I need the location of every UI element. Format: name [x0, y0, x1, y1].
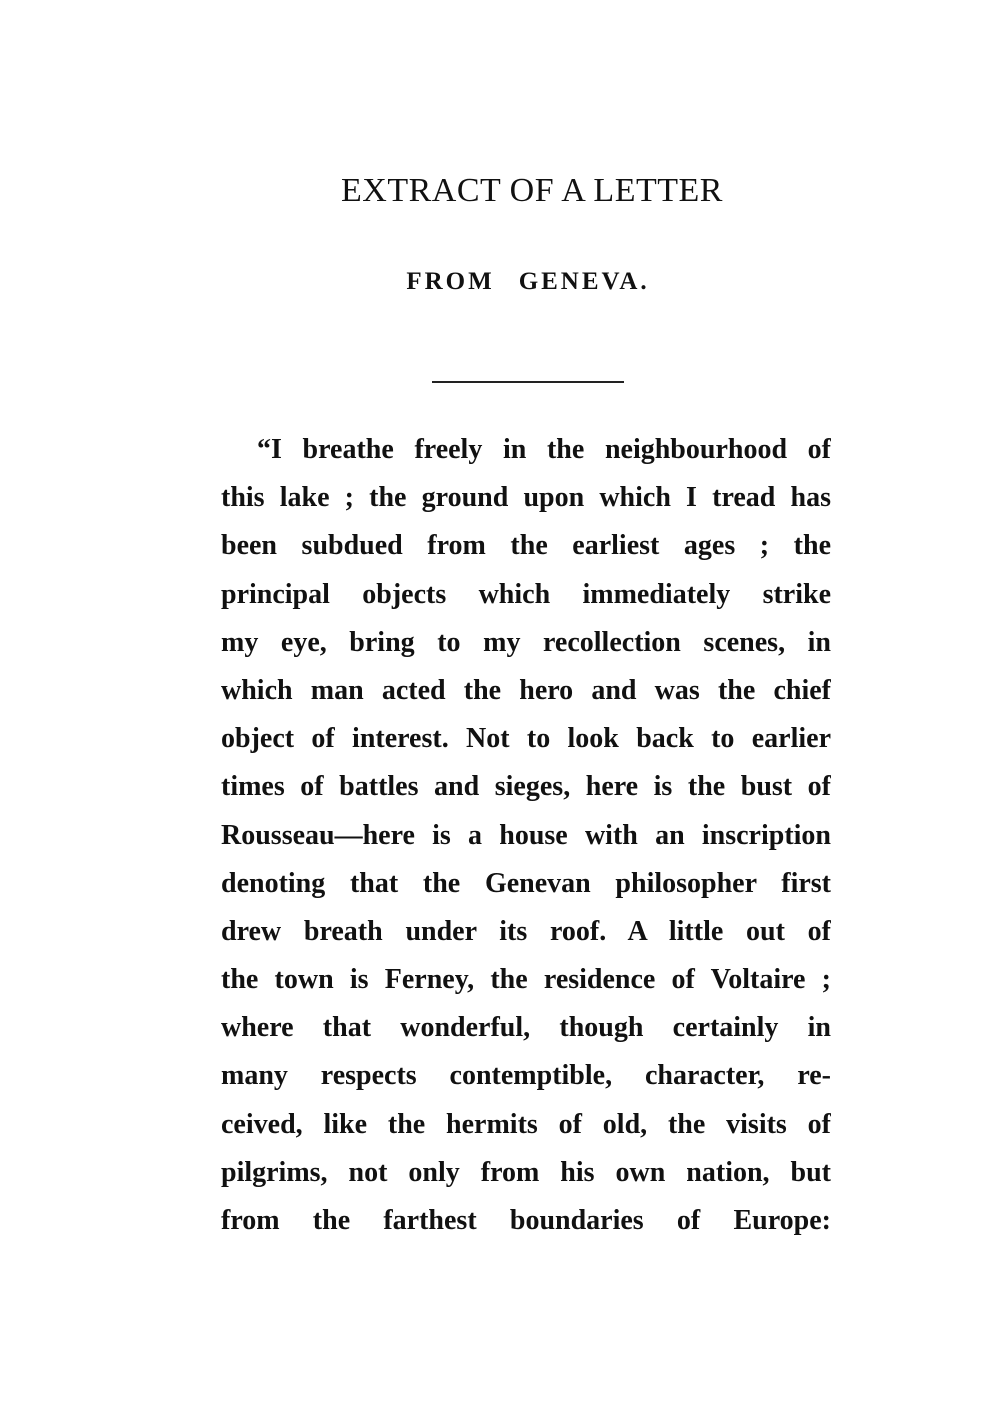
text-line: which man acted the hero and was the chief — [221, 674, 831, 706]
text-line: my eye, bring to my recollection scenes, in — [221, 626, 831, 658]
text-line: Rousseau—here is a house with an inscription — [221, 819, 831, 851]
text-line: many respects contemptible, character, re- — [221, 1060, 831, 1092]
text-line: principal objects which immediately strike — [221, 578, 831, 610]
text-line: ceived, like the hermits of old, the visits of — [221, 1108, 831, 1140]
text-line: this lake ; the ground upon which I tread has — [221, 482, 831, 514]
text-line: pilgrims, not only from his own nation, but — [221, 1156, 831, 1188]
text-line: times of battles and sieges, here is the bust of — [221, 771, 831, 803]
text-line: from the farthest boundaries of Europe: — [221, 1205, 831, 1236]
text-line: been subdued from the earliest ages ; the — [221, 530, 831, 562]
letter-body — [221, 426, 831, 1245]
page-title: EXTRACT OF A LETTER — [341, 172, 723, 209]
text-line: where that wonderful, though certainly in — [221, 1012, 831, 1044]
text-line: drew breath under its roof. A little out of — [221, 915, 831, 947]
text-line: “I breathe freely in the neighbourhood of — [257, 434, 831, 465]
text-line: object of interest. Not to look back to earlier — [221, 723, 831, 755]
subtitle-word-geneva: GENEVA. — [518, 268, 650, 295]
section-divider — [432, 381, 624, 383]
subtitle-word-from: FROM — [406, 268, 495, 295]
page-subtitle — [0, 268, 1000, 296]
text-line: the town is Ferney, the residence of Voltaire ; — [221, 964, 831, 996]
text-line: denoting that the Genevan philosopher first — [221, 867, 831, 899]
